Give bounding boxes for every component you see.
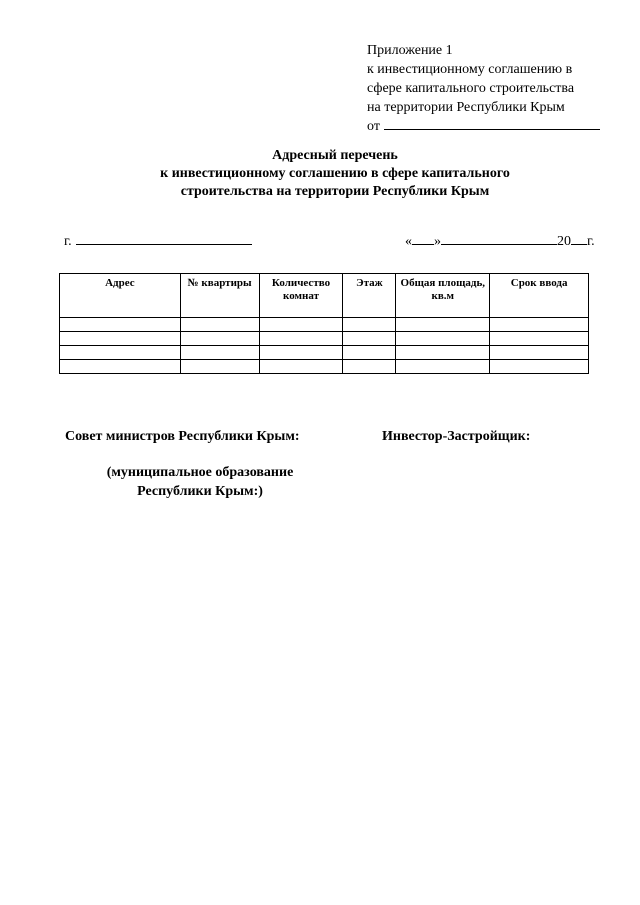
- table-cell[interactable]: [180, 346, 259, 360]
- table-cell[interactable]: [180, 318, 259, 332]
- annex-date-line: [367, 117, 617, 136]
- date-open-quote: «: [405, 234, 412, 249]
- table-cell[interactable]: [396, 332, 490, 346]
- date-field: [405, 232, 595, 250]
- table-cell[interactable]: [60, 318, 181, 332]
- header-total-area: Общая площадь, кв.м: [396, 274, 490, 318]
- table-cell[interactable]: [60, 346, 181, 360]
- table-cell[interactable]: [396, 318, 490, 332]
- table-cell[interactable]: [490, 346, 589, 360]
- address-table: [59, 273, 589, 374]
- header-floor: Этаж: [343, 274, 396, 318]
- header-completion-date: Срок ввода: [490, 274, 589, 318]
- place-blank[interactable]: [76, 232, 252, 245]
- table-row: [60, 360, 589, 374]
- place-field: [64, 232, 252, 250]
- table-row: [60, 332, 589, 346]
- table-cell[interactable]: [343, 318, 396, 332]
- table-cell[interactable]: [396, 360, 490, 374]
- table-cell[interactable]: [180, 332, 259, 346]
- annex-line-3: сфере капитального строительства: [367, 81, 575, 96]
- place-prefix: г.: [64, 234, 72, 249]
- table-cell[interactable]: [259, 332, 343, 346]
- table-cell[interactable]: [259, 346, 343, 360]
- municipal-line-1: (муниципальное образование: [106, 465, 294, 480]
- year-blank[interactable]: [571, 232, 587, 245]
- table-cell[interactable]: [60, 332, 181, 346]
- table-cell[interactable]: [396, 346, 490, 360]
- table-cell[interactable]: [343, 360, 396, 374]
- annex-date-prefix: от: [367, 119, 380, 134]
- table-cell[interactable]: [490, 360, 589, 374]
- table-cell[interactable]: [180, 360, 259, 374]
- header-apartment-number: № квартиры: [180, 274, 259, 318]
- date-close-quote: »: [434, 234, 441, 249]
- municipal-line-2: Республики Крым:): [137, 484, 263, 499]
- table-cell[interactable]: [343, 346, 396, 360]
- signature-council: Совет министров Республики Крым:: [65, 429, 300, 444]
- title-line-3: строительства на территории Республики Крым: [180, 184, 490, 199]
- municipal-entity-note: [80, 463, 320, 501]
- year-prefix: 20: [557, 234, 571, 249]
- table-cell[interactable]: [343, 332, 396, 346]
- month-blank[interactable]: [441, 232, 557, 245]
- table-cell[interactable]: [490, 332, 589, 346]
- annex-line-2: к инвестиционному соглашению в: [367, 62, 573, 77]
- title-line-1: Адресный перечень: [272, 148, 398, 163]
- annex-title: Приложение 1: [367, 43, 453, 58]
- signature-investor: Инвестор-Застройщик:: [382, 429, 531, 444]
- table-cell[interactable]: [259, 318, 343, 332]
- table-header-row: [60, 274, 589, 318]
- day-blank[interactable]: [412, 232, 434, 245]
- annex-date-blank[interactable]: [384, 117, 600, 130]
- table-cell[interactable]: [60, 360, 181, 374]
- header-address: Адрес: [60, 274, 181, 318]
- document-title: [100, 147, 570, 201]
- year-suffix: г.: [587, 234, 595, 249]
- table-cell[interactable]: [259, 360, 343, 374]
- table-cell[interactable]: [490, 318, 589, 332]
- table-row: [60, 346, 589, 360]
- header-room-count: Количество комнат: [259, 274, 343, 318]
- annex-block: [367, 41, 617, 136]
- title-line-2: к инвестиционному соглашению в сфере капитального: [160, 166, 510, 181]
- annex-line-4: на территории Республики Крым: [367, 100, 565, 115]
- table-row: [60, 318, 589, 332]
